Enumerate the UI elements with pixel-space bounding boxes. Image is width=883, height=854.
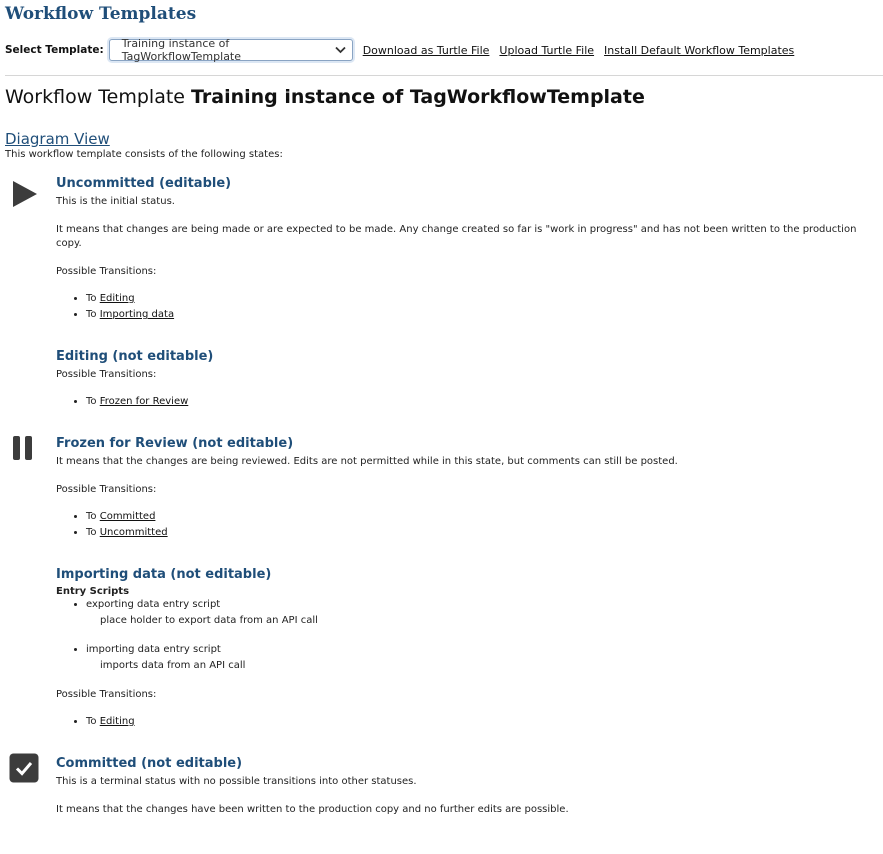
state-uncommitted bbox=[5, 176, 878, 323]
state-description: This is a terminal status with no possible transitions into other statuses. bbox=[56, 776, 417, 787]
transition-link-committed[interactable]: Committed bbox=[99, 511, 156, 522]
transition-link-importing-data[interactable]: Importing data bbox=[99, 309, 175, 320]
entry-script-name: • importing data entry script bbox=[86, 644, 221, 655]
state-description: This is the initial status. bbox=[56, 196, 175, 207]
template-heading-name: Training instance of TagWorkflowTemplate bbox=[191, 86, 645, 108]
state-title: Frozen for Review (not editable) bbox=[56, 436, 294, 451]
entry-script-name: • exporting data entry script bbox=[86, 599, 221, 610]
state-committed bbox=[5, 756, 878, 817]
possible-transitions-label: Possible Transitions: bbox=[56, 369, 157, 380]
state-title: Uncommitted (editable) bbox=[56, 176, 232, 191]
transition-link-editing[interactable]: Editing bbox=[99, 293, 135, 304]
entry-script-item bbox=[86, 597, 878, 629]
select-template-label: Select Template: bbox=[5, 44, 104, 56]
state-title: Committed (not editable) bbox=[56, 756, 243, 771]
transition-link-frozen-for-review[interactable]: Frozen for Review bbox=[99, 396, 189, 407]
intro-text: This workflow template consists of the following states: bbox=[5, 149, 283, 160]
state-description: It means that the changes have been written to the production copy and no further edits are possible. bbox=[56, 804, 569, 815]
transition-link-uncommitted[interactable]: Uncommitted bbox=[99, 527, 168, 538]
entry-script-description: place holder to export data from an API call bbox=[100, 615, 318, 626]
upload-turtle-link[interactable]: Upload Turtle File bbox=[499, 43, 595, 57]
transition-list bbox=[56, 394, 878, 410]
page-title: Workflow Templates bbox=[5, 4, 197, 24]
play-icon bbox=[9, 178, 39, 213]
transition-item: • To Frozen for Review bbox=[86, 394, 878, 410]
download-turtle-link[interactable]: Download as Turtle File bbox=[362, 43, 490, 57]
state-description: It means that changes are being made or are expected to be made. Any change created so far is "work in progress" and has not been written to the production copy. bbox=[56, 224, 857, 249]
entry-script-description: imports data from an API call bbox=[100, 660, 246, 671]
transition-item: • To Uncommitted bbox=[86, 525, 878, 541]
state-description: It means that the changes are being reviewed. Edits are not permitted while in this state, but comments can still be posted. bbox=[56, 456, 678, 467]
transition-list bbox=[56, 714, 878, 730]
checkbox-icon bbox=[9, 753, 39, 786]
divider bbox=[5, 75, 883, 76]
transition-item: • To Importing data bbox=[86, 307, 878, 323]
template-heading bbox=[5, 86, 878, 108]
state-frozen-for-review bbox=[5, 436, 878, 541]
state-importing-data bbox=[5, 567, 878, 730]
transition-item: • To Committed bbox=[86, 509, 878, 525]
entry-script-item bbox=[86, 642, 878, 674]
transition-item: • To Editing bbox=[86, 291, 878, 307]
state-editing bbox=[5, 349, 878, 410]
state-title: Importing data (not editable) bbox=[56, 567, 272, 582]
entry-script-list bbox=[56, 597, 878, 674]
toolbar bbox=[5, 36, 878, 64]
template-select[interactable] bbox=[109, 39, 353, 61]
diagram-view-link[interactable]: Diagram View bbox=[5, 130, 110, 148]
possible-transitions-label: Possible Transitions: bbox=[56, 689, 157, 700]
possible-transitions-label: Possible Transitions: bbox=[56, 484, 157, 495]
install-default-templates-link[interactable]: Install Default Workflow Templates bbox=[604, 43, 795, 57]
transition-list bbox=[56, 291, 878, 323]
pause-icon bbox=[12, 435, 34, 464]
state-title: Editing (not editable) bbox=[56, 349, 214, 364]
transition-link-editing[interactable]: Editing bbox=[99, 716, 135, 727]
possible-transitions-label: Possible Transitions: bbox=[56, 266, 157, 277]
transition-list bbox=[56, 509, 878, 541]
template-select-value: Training instance of TagWorkflowTemplate bbox=[121, 37, 242, 63]
entry-scripts-heading: Entry Scripts bbox=[56, 586, 130, 597]
template-heading-prefix: Workflow Template bbox=[5, 86, 185, 108]
chevron-down-icon bbox=[335, 43, 346, 57]
transition-item: • To Editing bbox=[86, 714, 878, 730]
